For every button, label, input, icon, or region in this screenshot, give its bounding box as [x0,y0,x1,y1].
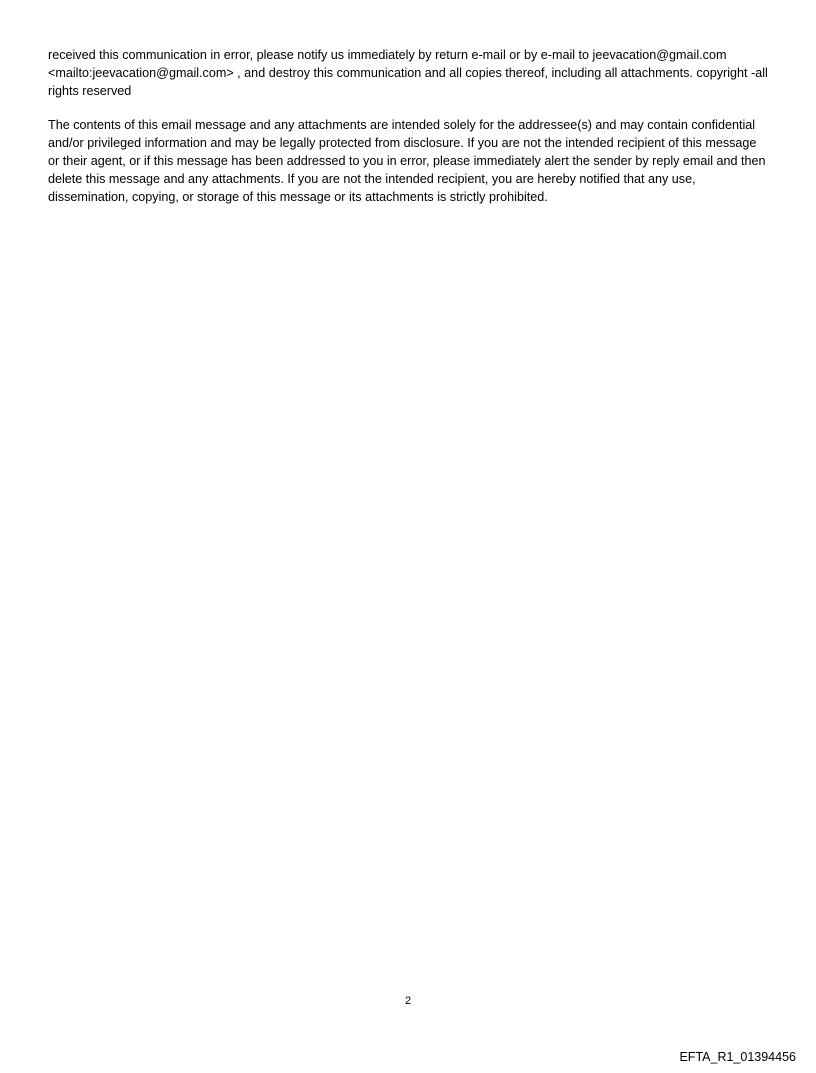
disclaimer-paragraph-1: received this communication in error, please notify us immediately by return e-mail or by e-mail to jeevacation@gmail.com <mailto:jeevacation@gmail.com> , and destroy this communication and all copies thereof, including all attachments. copyright -all rights reserved [48,48,768,98]
document-id: EFTA_R1_01394456 [679,1050,796,1064]
disclaimer-paragraph-2: The contents of this email message and any attachments are intended solely for the addressee(s) and may contain confidential and/or privileged information and may be legally protected from disclosure. If you are not the intended recipient of this message or their agent, or if this message has been addressed to you in error, please immediately alert the sender by reply email and then delete this message and any attachments. If you are not the intended recipient, you are hereby notified that any use, dissemination, copying, or storage of this message or its attachments is strictly prohibited. [48,118,766,204]
page-number: 2 [404,995,412,1007]
email-disclaimer-body [48,46,770,222]
